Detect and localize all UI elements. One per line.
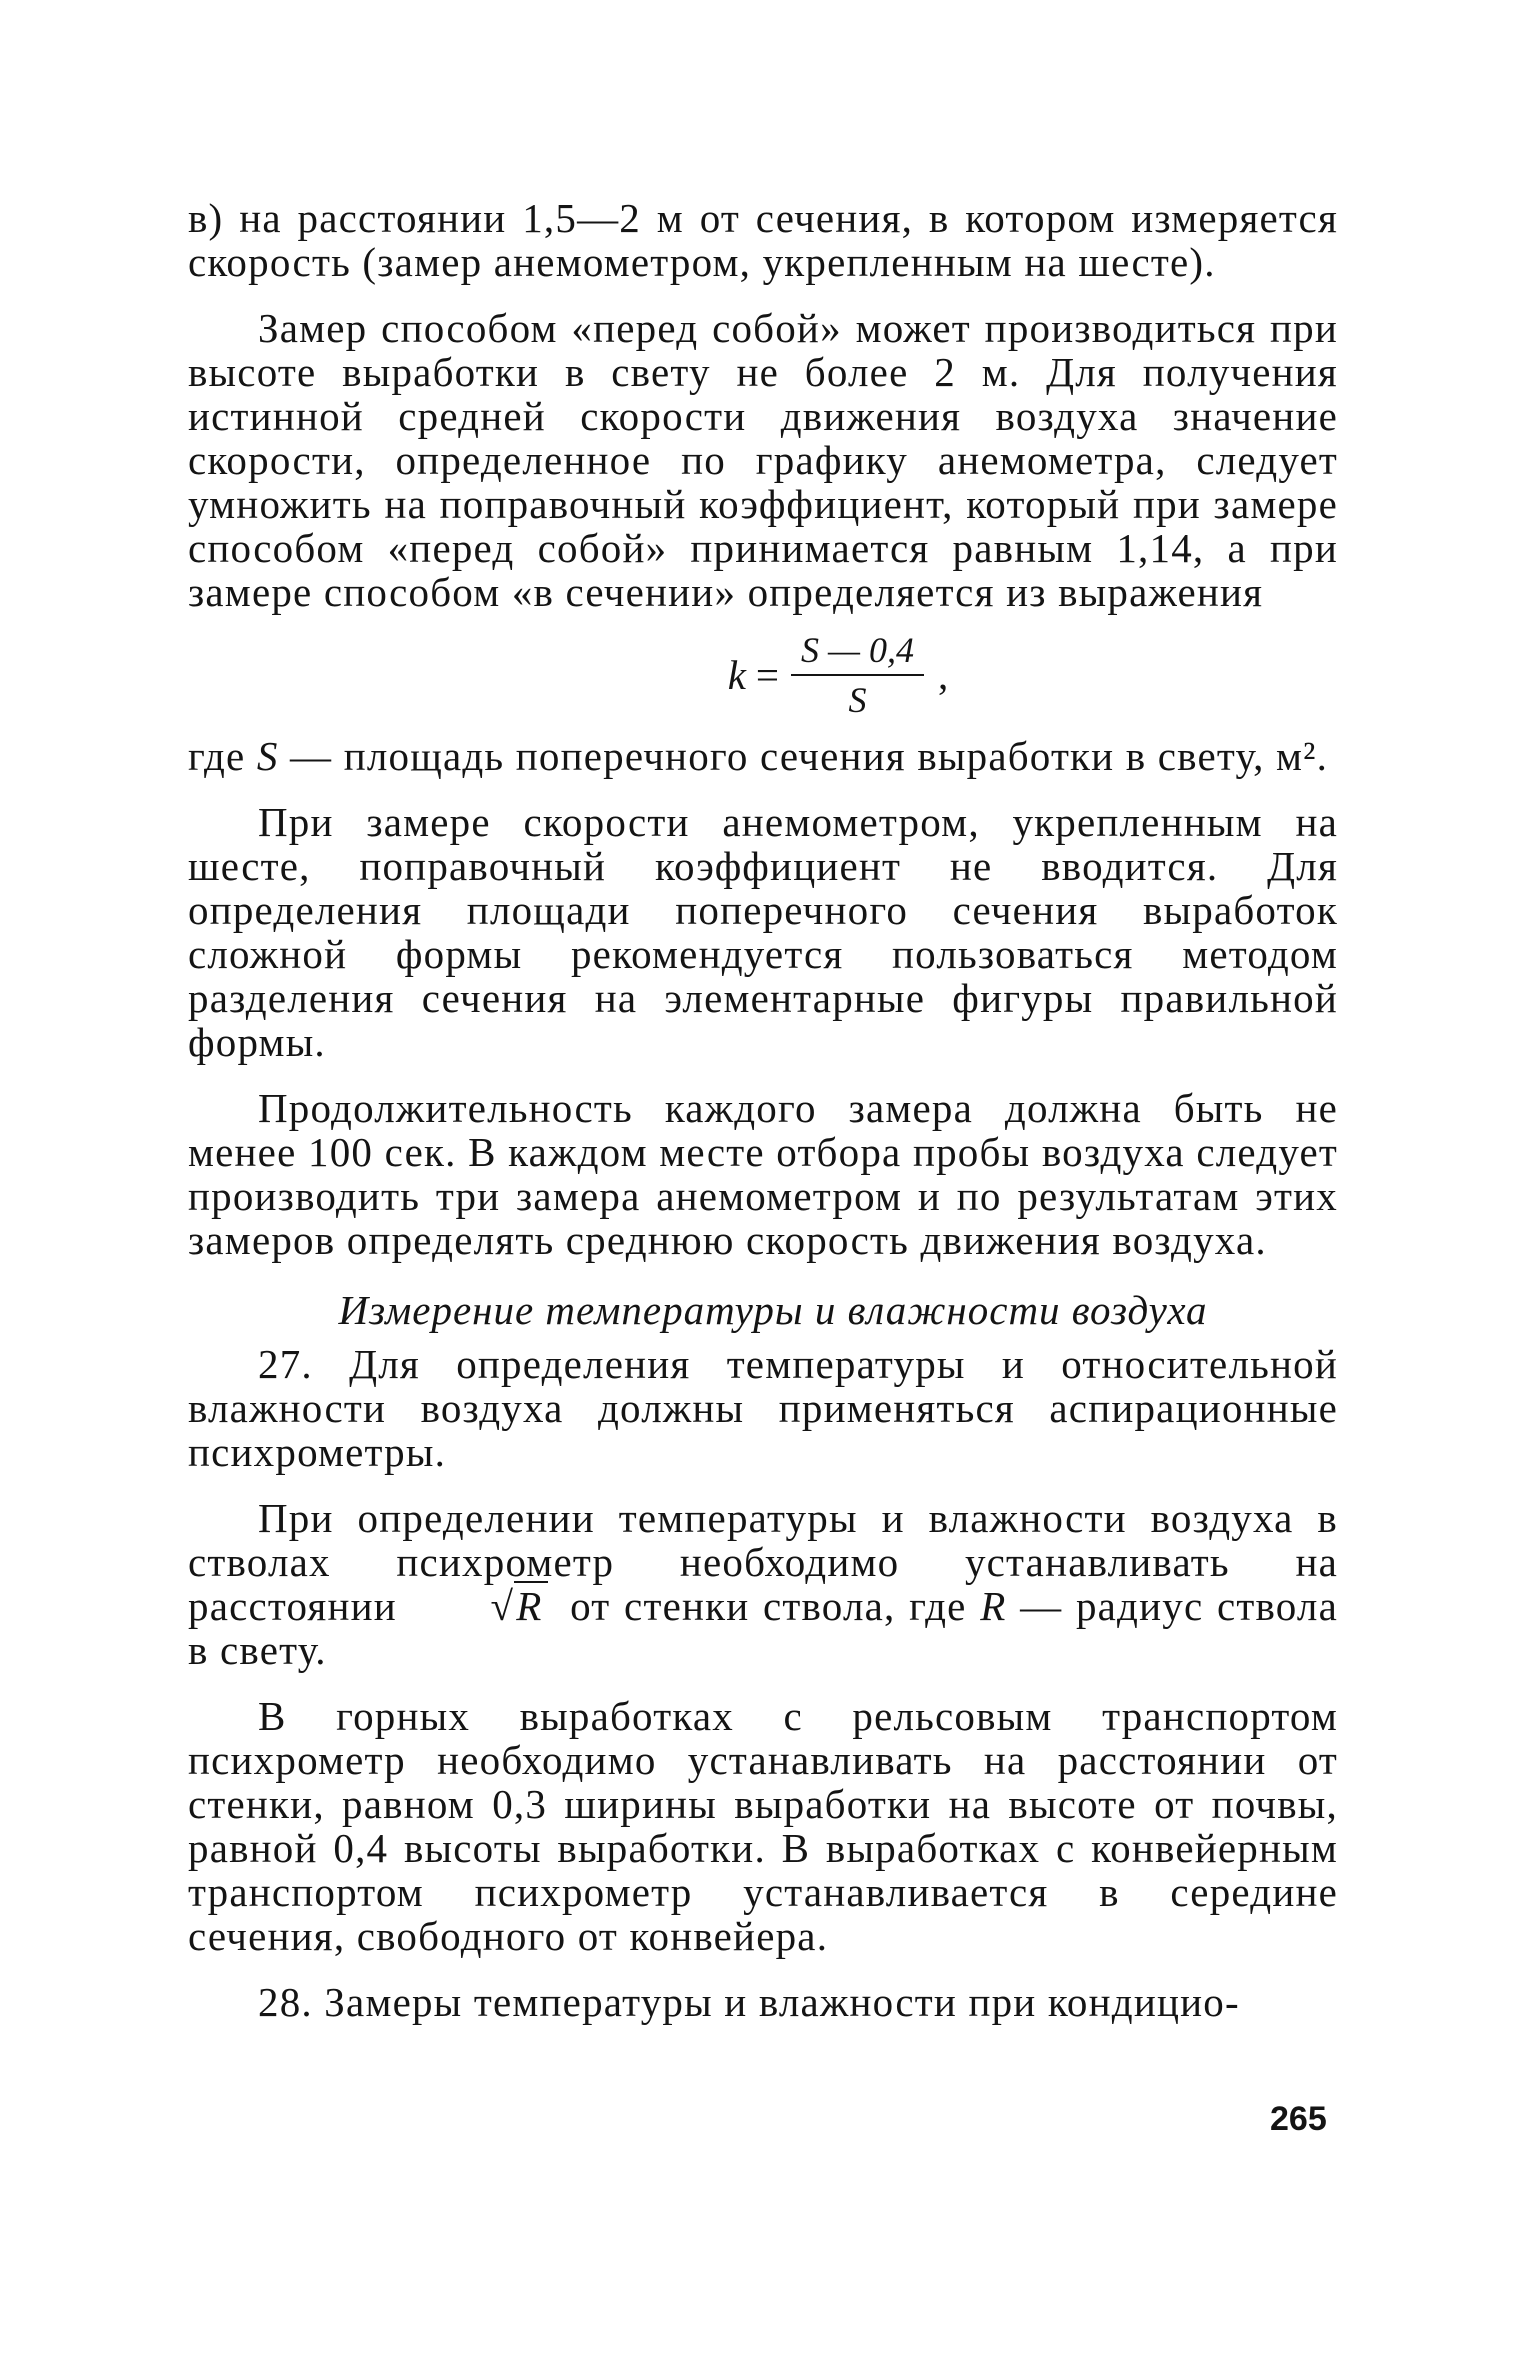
paragraph-item-28: 28. Замеры температуры и влажности при кондицио- [258,1979,1240,2025]
page-body [188,196,1338,2024]
formula-lhs: k [727,652,746,698]
shaft-pre: При определении температуры и влажности воздуха в стволах психрометр необходимо устанавливать на расстоянии [188,1495,1338,1629]
area-def-post: — площадь поперечного сечения выработки в свету, м². [278,733,1329,779]
paragraph-item-27: 27. Для определения температуры и относительной влажности воздуха должны применяться аспирационные психрометры. [188,1341,1338,1475]
area-def-pre: где [188,733,257,779]
area-variable: S [256,733,279,779]
paragraph-front-method: Замер способом «перед собой» может производиться при высоте выработки в свету не более 2 м. Для получения истинной средней скорости движения воздуха значение скорости, определенное по графику анемометра, следует умножить на поправочный коэффициент, который при замере способом «перед собой» принимается равным 1,14, а при замере способом «в сечении» определяется из выражения [188,305,1338,615]
radius-variable: R [980,1583,1007,1629]
paragraph-duration: Продолжительность каждого замера должна быть не менее 100 сек. В каждом месте отбора пробы воздуха следует производить три замера анемометром и по результатам этих замеров определять среднюю скорость движения воздуха. [188,1085,1338,1263]
radicand: R [514,1581,548,1629]
paragraph-shaft-placement [188,1496,1338,1672]
formula-denominator: S [848,680,867,720]
formula-equals: = [755,652,780,698]
page-number: 265 [1270,2100,1327,2138]
correction-formula [188,630,1338,720]
shaft-post: — радиус ствола в свету. [188,1583,1338,1673]
sqrt-expression [421,1584,549,1628]
paragraph-area-definition [188,734,1338,778]
paragraph-workings-placement: В горных выработках с рельсовым транспортом психрометр необходимо устанавливать на расстоянии от стенки, равном 0,3 ширины выработки на высоте от почвы, равной 0,4 высоты выработки. В выработках с конвейерным транспортом психрометр устанавливается в середине сечения, свободного от конвейера. [188,1693,1338,1959]
formula-numerator: S — 0,4 [791,630,924,676]
section-heading: Измерение температуры и влажности воздуха [338,1287,1208,1333]
shaft-mid: от стенки ствола, где [556,1583,981,1629]
formula-fraction [791,630,924,720]
paragraph-pole-method: При замере скорости анемометром, укрепленным на шесте, поправочный коэффициент не вводится. Для определения площади поперечного сечения выработок сложной формы рекомендуется пользоваться методом разделения сечения на элементарные фигуры правильной формы. [188,799,1338,1065]
radical-sign: √ [490,1583,515,1629]
formula-comma: , [938,652,949,698]
paragraph-measurement-distance: в) на расстоянии 1,5—2 м от сечения, в котором измеряется скорость (замер анемометром, укрепленным на шесте). [188,195,1338,285]
